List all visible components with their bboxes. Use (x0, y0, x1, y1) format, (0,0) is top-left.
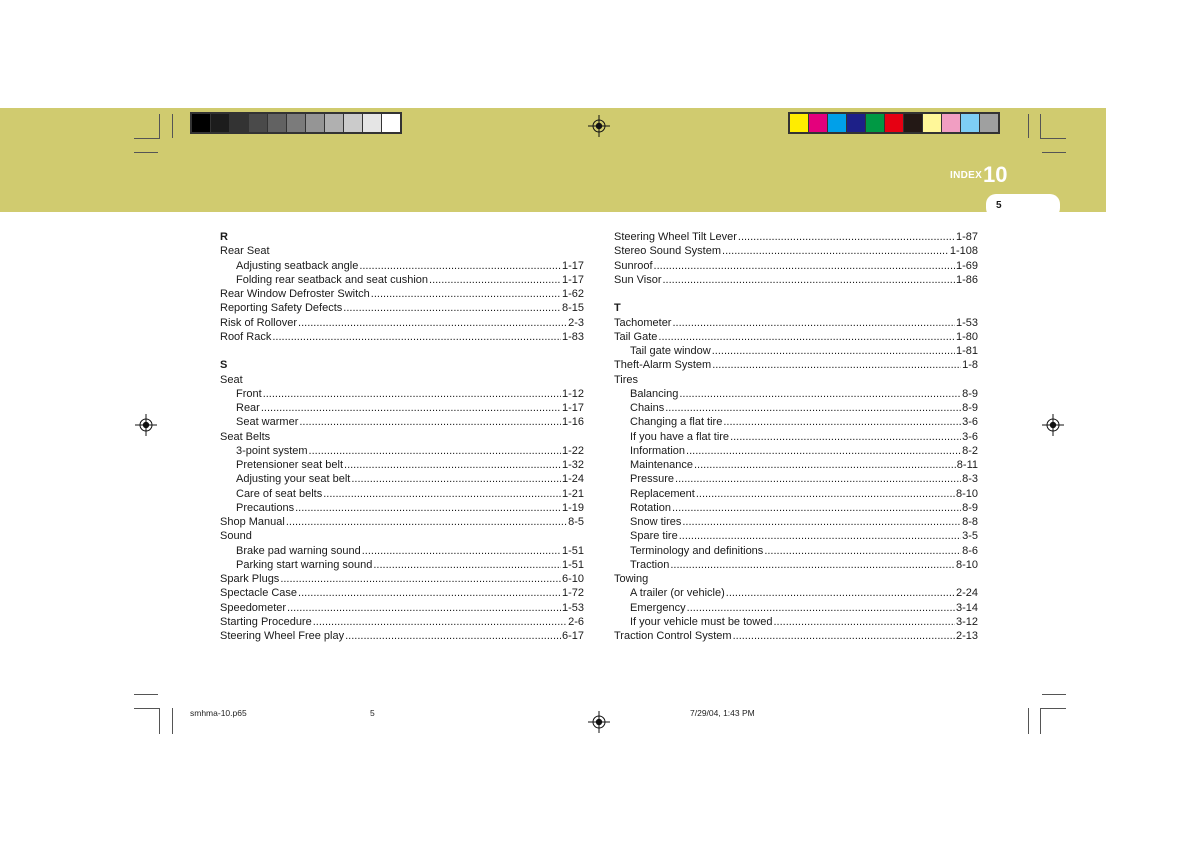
dot-leader (295, 501, 561, 515)
index-entry (614, 244, 978, 258)
color-swatch (192, 114, 210, 132)
index-entry-term: Theft-Alarm System (614, 359, 712, 372)
index-entry-term: Balancing (630, 387, 679, 400)
dot-leader (654, 259, 955, 273)
index-entry-term: Changing a flat tire (630, 416, 723, 429)
color-swatch (230, 114, 248, 132)
index-entry (220, 487, 584, 501)
index-entry-page: 1-53 (561, 601, 584, 614)
index-entry-page: 3-14 (955, 601, 978, 614)
index-entry-page: 1-69 (955, 259, 978, 272)
registration-mark-icon (588, 115, 610, 137)
index-entry-page: 2-13 (955, 630, 978, 642)
index-entry-page: 1-53 (955, 316, 978, 329)
index-entry-term: Spark Plugs (220, 573, 280, 585)
index-entry (220, 444, 584, 458)
dot-leader (362, 544, 561, 558)
crop-mark (1040, 708, 1041, 734)
crop-mark (1040, 138, 1066, 139)
index-entry-page: 1-87 (955, 231, 978, 243)
index-entry-term: Speedometer (220, 601, 287, 614)
index-entry-page: 1-83 (561, 330, 584, 343)
index-group-heading: Sound (220, 530, 252, 543)
color-swatch (287, 114, 305, 132)
section-label: INDEX (950, 170, 983, 181)
crop-mark (134, 694, 158, 695)
index-entry-term: Parking start warning sound (236, 558, 373, 571)
index-entry (614, 586, 978, 600)
index-entry-page: 2-6 (568, 615, 584, 628)
index-entry-page: 1-17 (561, 259, 584, 272)
crop-mark (159, 708, 160, 734)
index-entry (614, 515, 978, 529)
index-entry (614, 444, 978, 458)
crop-mark (134, 152, 158, 153)
dot-leader (687, 601, 955, 615)
color-swatch (961, 114, 979, 132)
index-entry (220, 629, 584, 643)
dot-leader (726, 586, 955, 600)
index-entry-page: 8-11 (956, 459, 978, 471)
index-entry-page: 1-51 (561, 558, 584, 571)
page-number: 5 (996, 200, 1002, 211)
index-entry-term: Precautions (236, 501, 295, 514)
dot-leader (663, 273, 955, 287)
color-swatch (942, 114, 960, 132)
index-entry-page: 8-3 (962, 473, 978, 486)
color-swatch (847, 114, 865, 132)
index-entry-term: Stereo Sound System (614, 245, 722, 258)
dot-leader (730, 430, 961, 444)
crop-mark (172, 114, 173, 138)
index-entry (614, 544, 978, 558)
dot-leader (299, 415, 561, 429)
registration-mark-icon (588, 711, 610, 733)
index-entry-page: 8-9 (962, 501, 978, 514)
index-entry-term: Snow tires (630, 516, 682, 528)
dot-leader (696, 487, 955, 501)
dot-leader (286, 515, 567, 529)
index-entry-term: If you have a flat tire (630, 430, 730, 443)
index-entry-page: 1-51 (561, 544, 584, 557)
footer-filename: smhma-10.p65 (190, 708, 247, 718)
dot-leader (323, 487, 561, 501)
index-entry-page: 1-62 (561, 288, 584, 300)
index-entry (220, 273, 584, 287)
dot-leader (686, 444, 961, 458)
dot-leader (679, 529, 961, 543)
index-entry-term: Spare tire (630, 530, 678, 543)
index-entry-term: Tail Gate (614, 330, 658, 343)
index-entry (614, 330, 978, 344)
index-column-right (614, 230, 978, 643)
index-entry-page: 8-5 (568, 516, 584, 528)
color-swatch (325, 114, 343, 132)
index-entry-term: Adjusting seatback angle (236, 259, 359, 272)
index-letter-heading: R (220, 231, 228, 243)
index-entry-page: 1-17 (561, 273, 584, 286)
index-entry-term: If your vehicle must be towed (630, 615, 773, 628)
color-swatch (828, 114, 846, 132)
index-entry (220, 287, 584, 301)
crop-mark (1042, 694, 1066, 695)
index-entry (614, 358, 978, 372)
dot-leader (287, 601, 561, 615)
dot-leader (665, 401, 961, 415)
index-entry-page: 6-10 (561, 573, 584, 585)
index-entry-term: Traction (630, 558, 670, 571)
index-entry-page: 1-24 (561, 473, 584, 486)
dot-leader (313, 615, 567, 629)
index-entry (614, 415, 978, 429)
index-entry-page: 1-21 (561, 487, 584, 500)
dot-leader (733, 629, 955, 643)
index-entry-term: A trailer (or vehicle) (630, 587, 725, 600)
index-entry-term: Starting Procedure (220, 615, 312, 628)
index-entry-term: Adjusting your seat belt (236, 473, 351, 486)
color-swatch (809, 114, 827, 132)
index-entry (614, 273, 978, 287)
index-entry-term: Shop Manual (220, 516, 285, 528)
dot-leader (359, 259, 561, 273)
index-entry (614, 316, 978, 330)
index-entry-page: 1-32 (561, 459, 584, 471)
color-swatch (382, 114, 400, 132)
index-entry-page: 1-81 (955, 345, 978, 357)
dot-leader (672, 501, 961, 515)
index-entry (614, 601, 978, 615)
index-entry (220, 586, 584, 600)
index-entry-page: 8-8 (962, 516, 978, 528)
footer-timestamp: 7/29/04, 1:43 PM (690, 708, 755, 718)
index-entry (614, 430, 978, 444)
footer-page: 5 (370, 708, 375, 718)
crop-mark (172, 708, 173, 734)
index-entry-page: 1-8 (962, 359, 978, 372)
registration-mark-icon (1042, 414, 1064, 436)
index-entry-term: Sunroof (614, 259, 653, 272)
dot-leader (309, 444, 561, 458)
color-swatch (885, 114, 903, 132)
index-entry-term: Rear (236, 402, 260, 414)
dot-leader (672, 316, 954, 330)
index-letter-heading: S (220, 359, 228, 372)
index-entry-term: Sun Visor (614, 273, 662, 286)
index-entry-term: Rotation (630, 501, 671, 514)
index-entry-page: 1-108 (949, 245, 978, 258)
dot-leader (679, 387, 961, 401)
index-entry-term: Spectacle Case (220, 587, 298, 600)
index-entry (614, 558, 978, 572)
index-entry (614, 629, 978, 643)
color-swatch (268, 114, 286, 132)
index-entry-term: Traction Control System (614, 630, 732, 642)
index-entry-term: Care of seat belts (236, 487, 323, 500)
index-entry (220, 544, 584, 558)
index-entry (220, 330, 584, 344)
color-swatch (211, 114, 229, 132)
index-entry-page: 2-24 (955, 587, 978, 600)
index-entry-page: 8-10 (955, 487, 978, 500)
dot-leader (351, 472, 561, 486)
index-entry-page: 8-15 (561, 302, 584, 315)
index-entry-term: Maintenance (630, 459, 693, 471)
crop-mark (1040, 114, 1041, 138)
dot-leader (345, 629, 561, 643)
color-swatch (904, 114, 922, 132)
index-entry (220, 401, 584, 415)
index-group-heading: Tires (614, 373, 639, 386)
crop-mark (1042, 152, 1066, 153)
color-swatch (980, 114, 998, 132)
index-entry (614, 472, 978, 486)
dot-leader (344, 458, 561, 472)
crop-mark (1028, 114, 1029, 138)
dot-leader (298, 316, 567, 330)
index-entry (220, 458, 584, 472)
index-entry-term: Steering Wheel Free play (220, 630, 345, 642)
dot-leader (738, 230, 955, 244)
color-swatch (306, 114, 324, 132)
dot-leader (773, 615, 955, 629)
dot-leader (694, 458, 956, 472)
color-swatch (363, 114, 381, 132)
index-entry (220, 387, 584, 401)
index-entry-term: Emergency (630, 601, 686, 614)
process-color-bar (788, 112, 1000, 134)
index-entry-page: 1-16 (561, 416, 584, 429)
index-entry-term: Replacement (630, 487, 695, 500)
section-gap (220, 344, 584, 358)
index-entry (220, 415, 584, 429)
index-entry (614, 259, 978, 273)
crop-mark (159, 114, 160, 138)
index-entry-term: Reporting Safety Defects (220, 302, 343, 315)
index-entry-term: Pretensioner seat belt (236, 459, 344, 471)
index-entry-page: 3-6 (962, 430, 978, 443)
dot-leader (429, 273, 561, 287)
index-entry-term: Risk of Rollover (220, 316, 298, 329)
index-entry-term: Front (236, 387, 262, 400)
index-entry-page: 1-72 (561, 587, 584, 600)
color-swatch (866, 114, 884, 132)
index-entry (614, 501, 978, 515)
color-swatch (249, 114, 267, 132)
index-entry (220, 472, 584, 486)
index-entry (220, 316, 584, 330)
index-entry-term: Tail gate window (630, 345, 711, 357)
dot-leader (272, 330, 561, 344)
dot-leader (723, 415, 961, 429)
dot-leader (261, 401, 561, 415)
index-entry (614, 387, 978, 401)
index-entry-term: Rear Window Defroster Switch (220, 288, 370, 300)
dot-leader (682, 515, 961, 529)
index-entry (220, 601, 584, 615)
registration-mark-icon (135, 414, 157, 436)
index-entry-page: 1-19 (561, 501, 584, 514)
index-entry (220, 615, 584, 629)
grayscale-color-bar (190, 112, 402, 134)
index-group-heading: Rear Seat (220, 245, 270, 258)
index-entry-page: 1-12 (561, 387, 584, 400)
section-number: 10 (983, 162, 1008, 187)
index-entry-page: 3-12 (955, 615, 978, 628)
index-entry-page: 1-80 (955, 330, 978, 343)
dot-leader (371, 287, 561, 301)
index-entry-page: 8-10 (955, 558, 978, 571)
index-entry (220, 301, 584, 315)
crop-mark (134, 708, 160, 709)
index-entry-term: Pressure (630, 473, 675, 486)
index-entry-term: Steering Wheel Tilt Lever (614, 231, 737, 243)
dot-leader (373, 558, 561, 572)
dot-leader (722, 244, 949, 258)
index-entry (614, 529, 978, 543)
index-entry (220, 558, 584, 572)
index-entry-term: 3-point system (236, 444, 308, 457)
index-entry-page: 3-6 (962, 416, 978, 429)
index-entry-term: Roof Rack (220, 330, 272, 343)
dot-leader (280, 572, 561, 586)
index-entry (220, 501, 584, 515)
index-entry-page: 1-22 (561, 444, 584, 457)
index-entry (614, 344, 978, 358)
index-group-heading: Seat Belts (220, 430, 271, 443)
index-entry (614, 615, 978, 629)
index-entry (614, 458, 978, 472)
index-column-left (220, 230, 584, 643)
index-entry-page: 8-9 (962, 402, 978, 414)
index-entry (220, 259, 584, 273)
index-entry (220, 515, 584, 529)
section-gap (614, 287, 978, 301)
index-entry-page: 8-6 (962, 544, 978, 557)
color-swatch (790, 114, 808, 132)
index-entry-page: 1-17 (561, 402, 584, 414)
dot-leader (298, 586, 561, 600)
dot-leader (712, 344, 955, 358)
dot-leader (343, 301, 561, 315)
crop-mark (134, 138, 160, 139)
index-entry-term: Brake pad warning sound (236, 544, 361, 557)
crop-mark (1040, 708, 1066, 709)
index-entry (614, 230, 978, 244)
index-entry (614, 487, 978, 501)
index-entry-page: 2-3 (568, 316, 584, 329)
index-entry-term: Information (630, 444, 686, 457)
index-group-heading: Towing (614, 573, 649, 585)
index-entry-page: 8-2 (962, 444, 978, 457)
crop-mark (1028, 708, 1029, 734)
index-group-heading: Seat (220, 373, 243, 386)
dot-leader (675, 472, 961, 486)
index-entry (220, 572, 584, 586)
index-entry-page: 8-9 (962, 387, 978, 400)
dot-leader (764, 544, 961, 558)
index-entry-page: 1-86 (955, 273, 978, 286)
index-entry-term: Terminology and definitions (630, 544, 764, 557)
index-entry-term: Seat warmer (236, 416, 299, 429)
index-letter-heading: T (614, 302, 621, 315)
index-entry-page: 6-17 (561, 630, 584, 642)
dot-leader (658, 330, 955, 344)
dot-leader (712, 358, 961, 372)
dot-leader (263, 387, 561, 401)
index-entry (614, 401, 978, 415)
color-swatch (923, 114, 941, 132)
color-swatch (344, 114, 362, 132)
index-entry-term: Folding rear seatback and seat cushion (236, 273, 429, 286)
index-entry-page: 3-5 (962, 530, 978, 543)
index-entry-term: Chains (630, 402, 665, 414)
dot-leader (670, 558, 955, 572)
index-entry-term: Tachometer (614, 316, 672, 329)
